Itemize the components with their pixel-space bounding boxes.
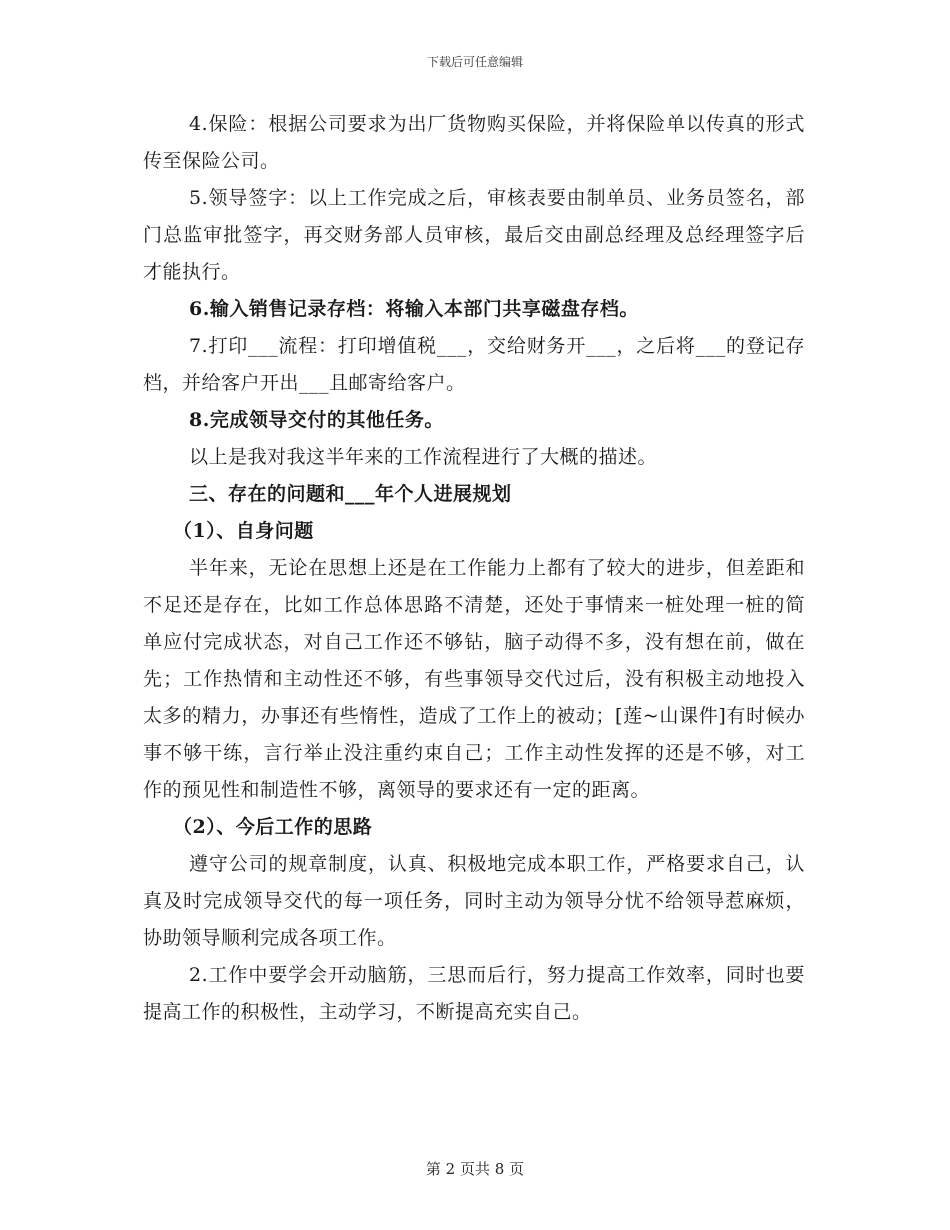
paragraph-efficiency: 2.工作中要学会开动脑筋，三思而后行，努力提高工作效率，同时也要提高工作的积极性，主动学习，不断提高充实自己。	[143, 964, 805, 1023]
section-heading-problems-plan: 三、存在的问题和___年个人进展规划	[189, 483, 512, 505]
page-footer: 第 2 页共 8 页	[425, 1160, 525, 1178]
paragraph-insurance: 4.保险：根据公司要求为出厂货物购买保险，并将保险单以传真的形式传至保险公司。	[143, 113, 805, 172]
paragraph-print-process: 7.打印___流程：打印增值税___，交给财务开___，之后将___的登记存档，并给客户开出___且邮寄给客户。	[143, 335, 805, 394]
paragraph-sales-record: 6.输入销售记录存档：将输入本部门共享磁盘存档。	[189, 298, 639, 320]
paragraph-summary: 以上是我对我这半年来的工作流程进行了大概的描述。	[189, 446, 658, 468]
subheading-future-ideas: （2）、今后工作的思路	[173, 816, 373, 838]
paragraph-other-tasks: 8.完成领导交付的其他任务。	[189, 409, 444, 431]
paragraph-rules: 遵守公司的规章制度，认真、积极地完成本职工作，严格要求自己，认真及时完成领导交代的每一项任务，同时主动为领导分忧不给领导惹麻烦，协助领导顺利完成各项工作。	[143, 853, 805, 949]
paragraph-leader-signature: 5.领导签字：以上工作完成之后，审核表要由制单员、业务员签名，部门总监审批签字，再交财务部人员审核，最后交由副总经理及总经理签字后才能执行。	[143, 187, 805, 283]
subheading-self-problems: （1）、自身问题	[173, 520, 314, 542]
page-header: 下载后可任意编辑	[426, 55, 523, 69]
document-body	[143, 106, 805, 1031]
paragraph-self-problems: 半年来，无论在思想上还是在工作能力上都有了较大的进步，但差距和不足还是存在，比如工作总体思路不清楚，还处于事情来一桩处理一桩的简单应付完成状态，对自己工作还不够钻，脑子动得不多，没有想在前，做在先；工作热情和主动性还不够，有些事领导交代过后，没有积极主动地投入太多的精力，办事还有些惰性，造成了工作上的被动；[莲~山课件]有时候办事不够干练，言行举止没注重约束自己；工作主动性发挥的还是不够，对工作的预见性和制造性不够，离领导的要求还有一定的距离。	[143, 557, 805, 801]
